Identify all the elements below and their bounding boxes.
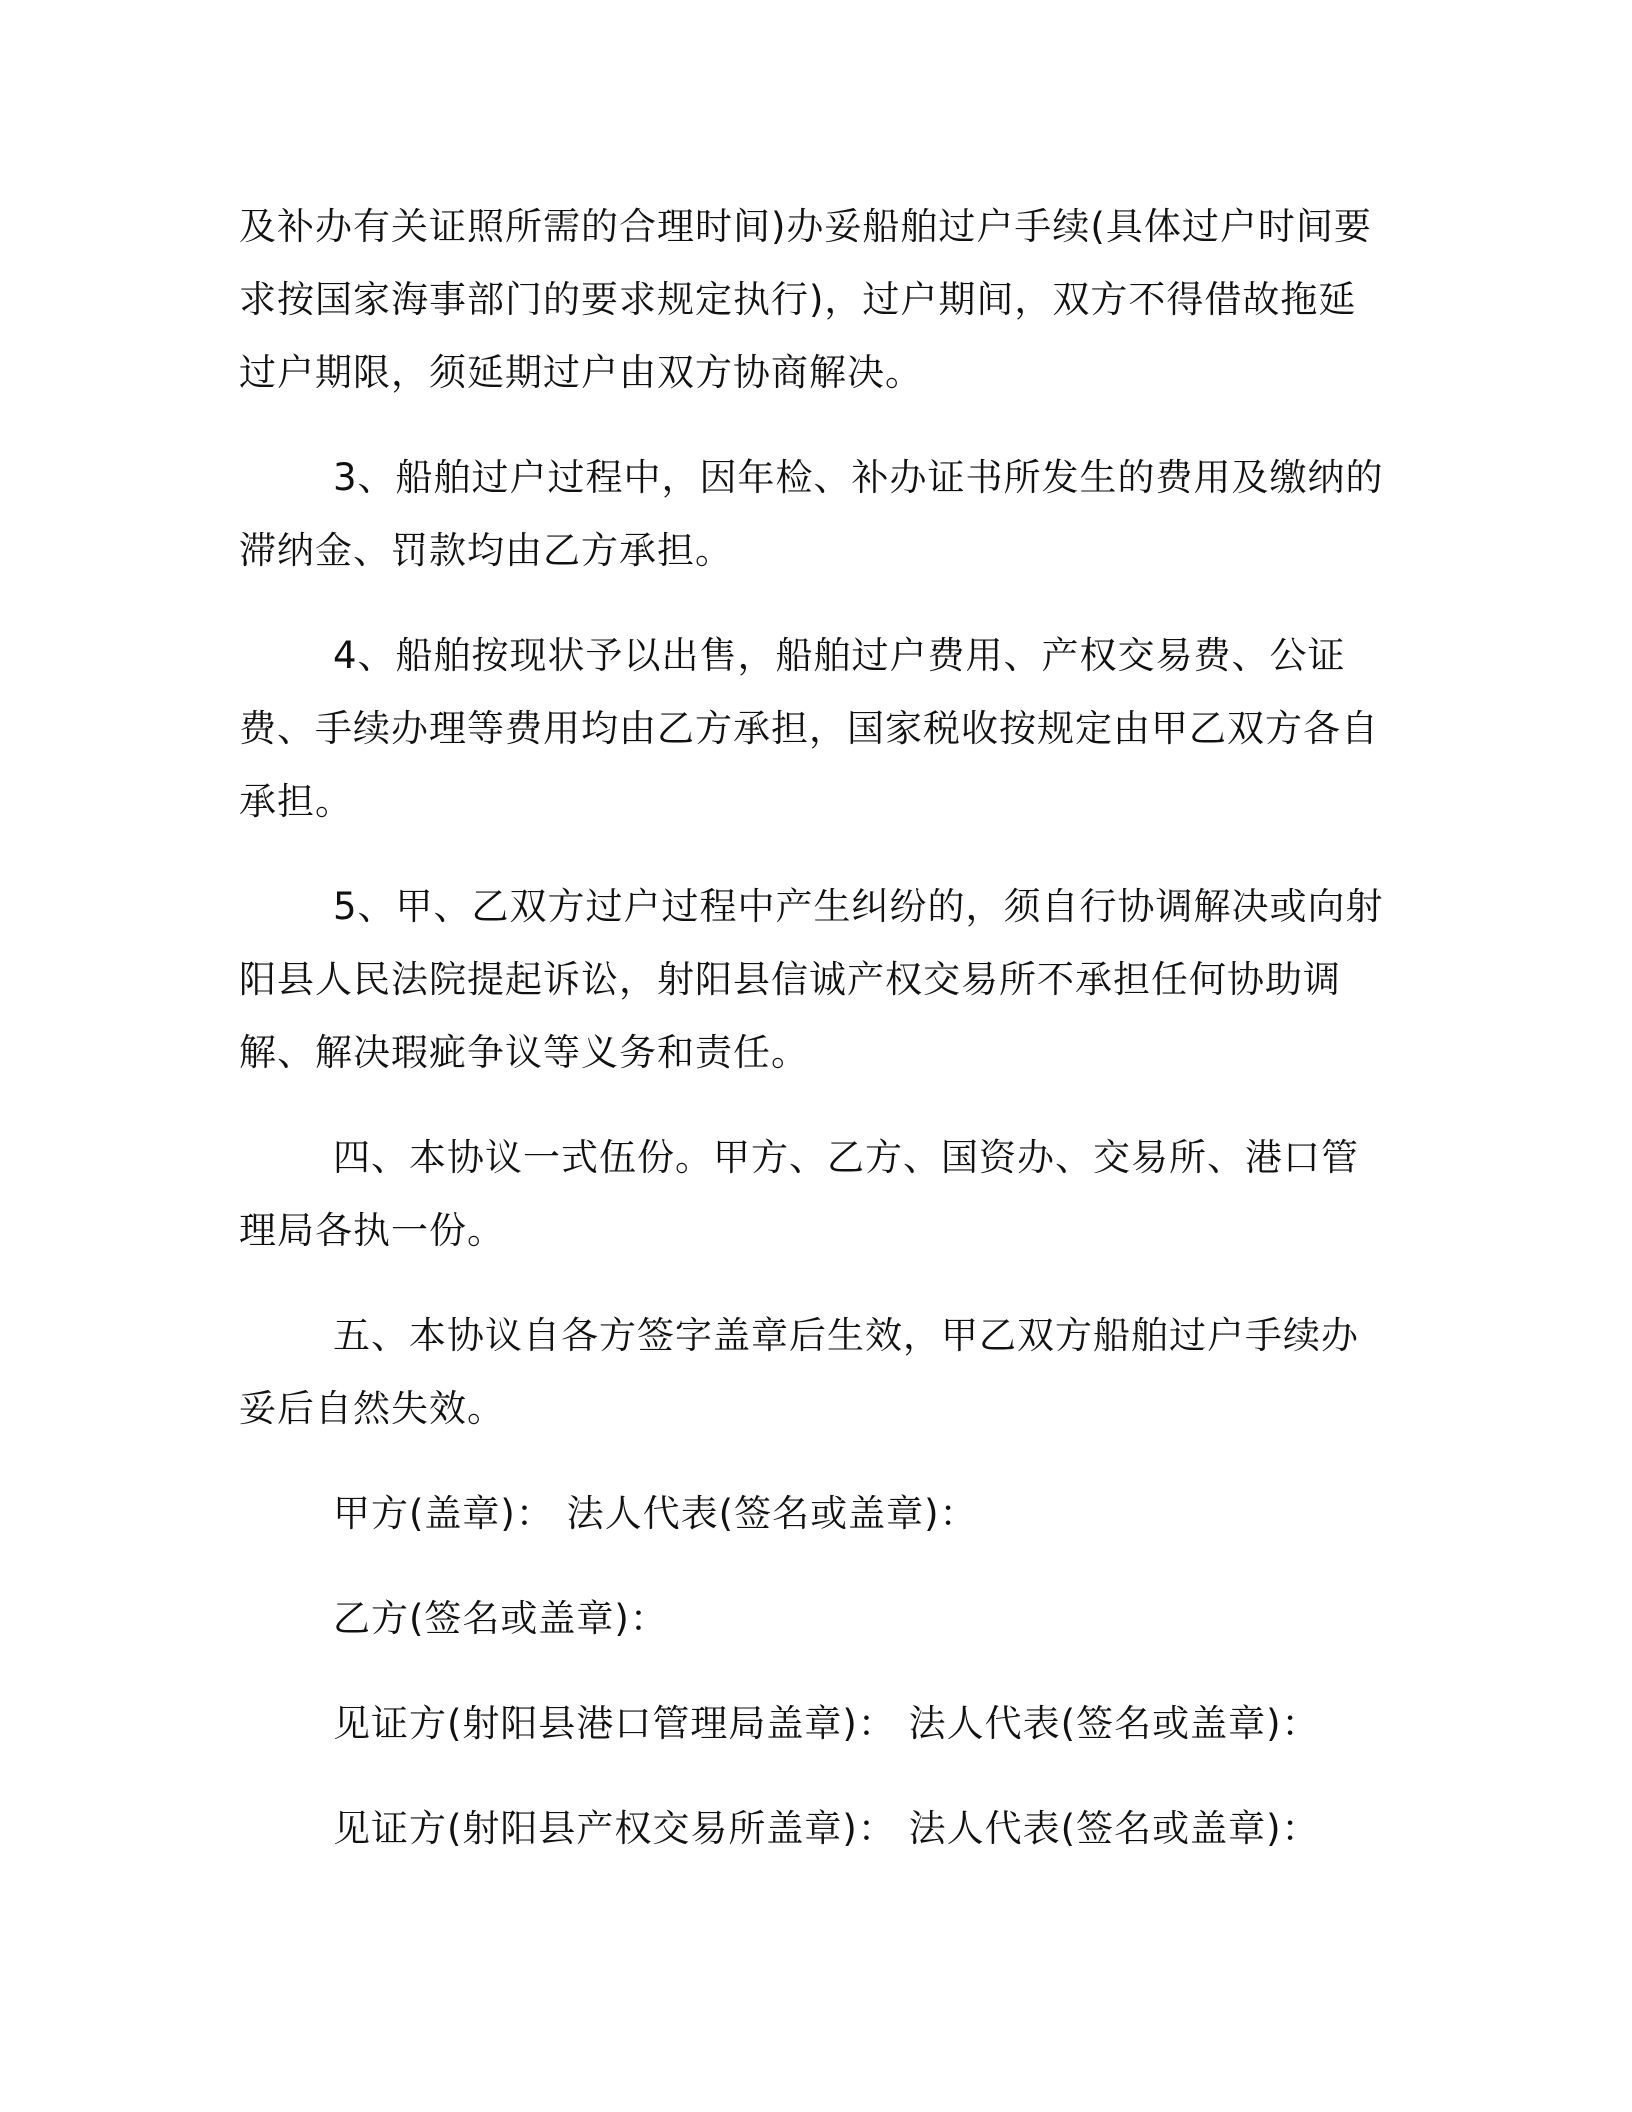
document-body	[239, 190, 1394, 1897]
paragraph-clause-5: 5、甲、乙双方过户过程中产生纠纷的，须自行协调解决或向射阳县人民法院提起诉讼，射阳县信诚产权交易所不承担任何协助调解、解决瑕疵争议等义务和责任。	[239, 885, 1384, 1074]
paragraph-transfer-deadline: 及补办有关证照所需的合理时间)办妥船舶过户手续(具体过户时间要求按国家海事部门的要求规定执行)，过户期间，双方不得借故拖延过户期限，须延期过户由双方协商解决。	[239, 205, 1372, 394]
signature-line-witness-exchange: 见证方(射阳县产权交易所盖章)： 法人代表(签名或盖章)：	[333, 1807, 1320, 1850]
signature-line-party-b: 乙方(签名或盖章)：	[333, 1597, 668, 1640]
paragraph-clause-4: 4、船舶按现状予以出售，船舶过户费用、产权交易费、公证费、手续办理等费用均由乙方承担，国家税收按规定由甲乙双方各自承担。	[239, 634, 1379, 823]
signature-line-party-a: 甲方(盖章)： 法人代表(签名或盖章)：	[333, 1492, 978, 1535]
paragraph-clause-3: 3、船舶过户过程中，因年检、补办证书所发生的费用及缴纳的滞纳金、罚款均由乙方承担。	[239, 456, 1384, 572]
signature-line-witness-port: 见证方(射阳县港口管理局盖章)： 法人代表(签名或盖章)：	[333, 1702, 1320, 1745]
paragraph-section-5: 五、本协议自各方签字盖章后生效，甲乙双方船舶过户手续办妥后自然失效。	[239, 1314, 1359, 1430]
paragraph-section-4: 四、本协议一式伍份。甲方、乙方、国资办、交易所、港口管理局各执一份。	[239, 1136, 1359, 1252]
